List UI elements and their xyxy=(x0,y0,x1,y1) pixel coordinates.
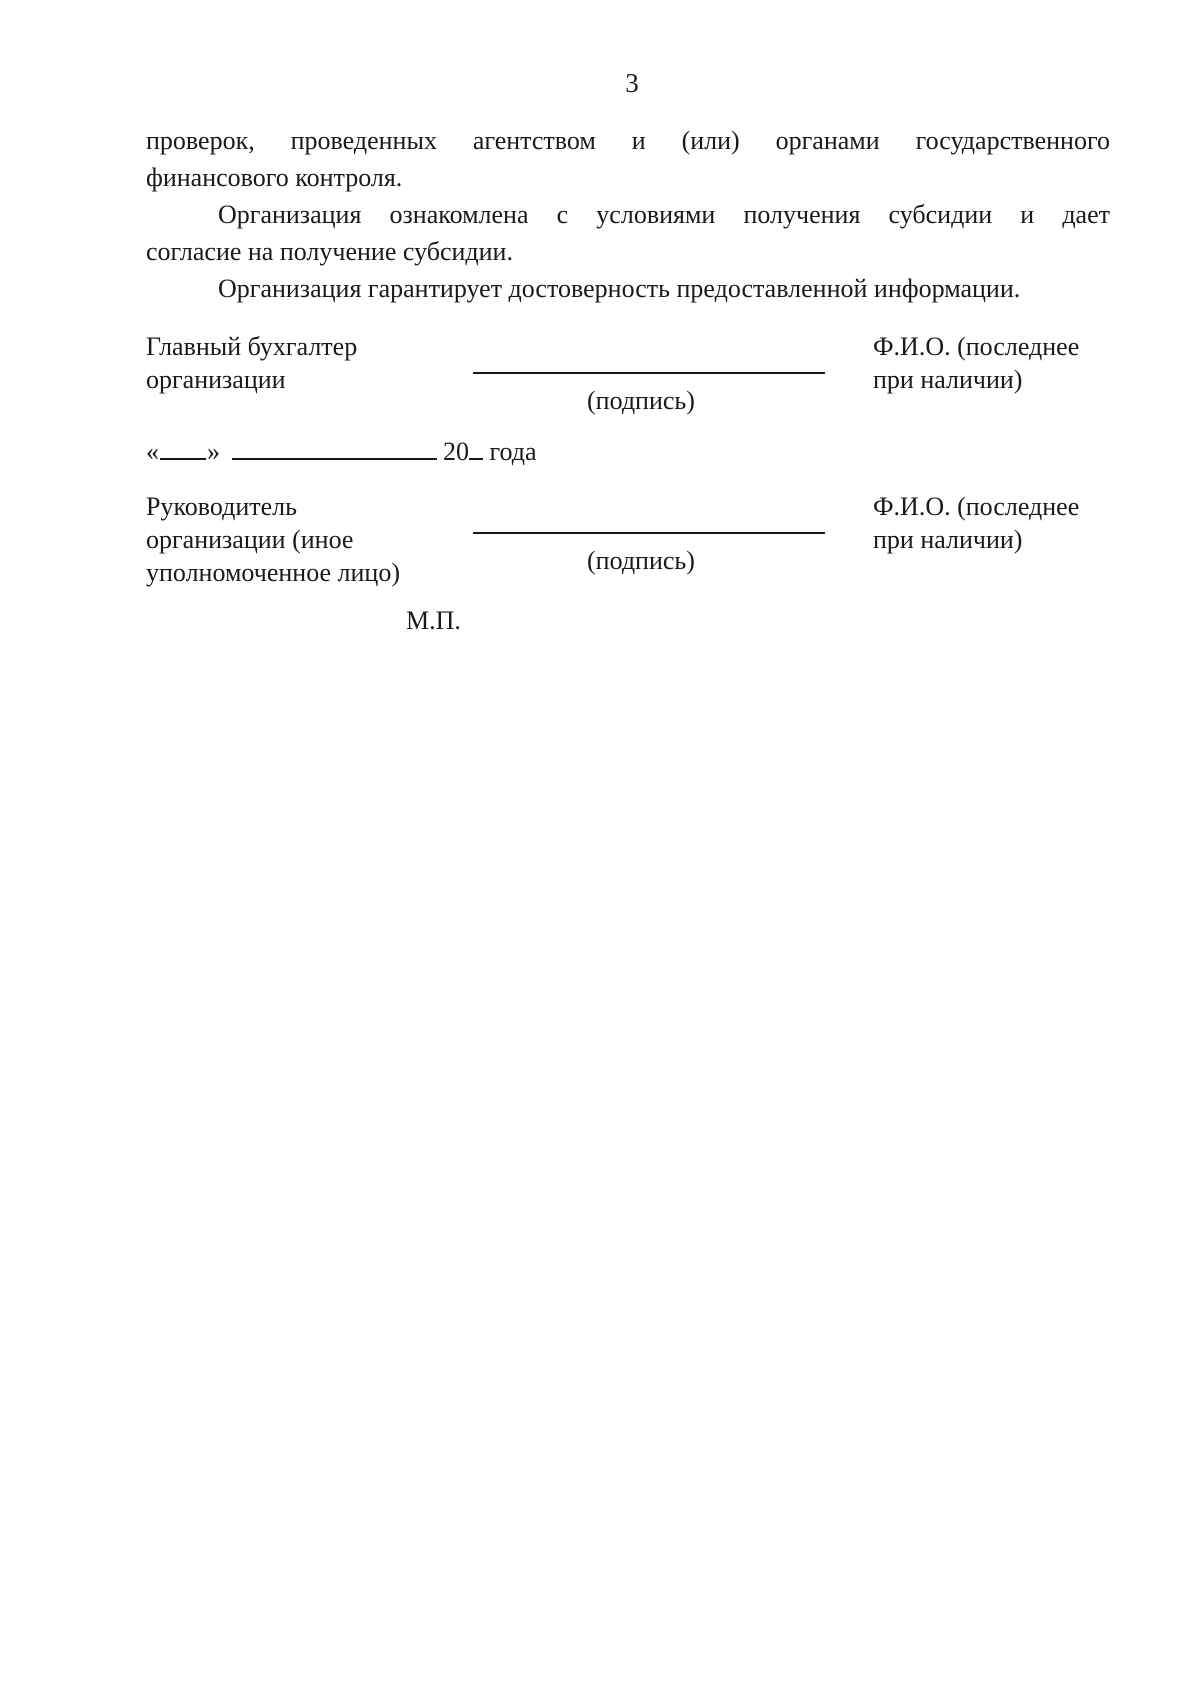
signer-name-line: Ф.И.О. (последнее xyxy=(873,492,1080,521)
signature-caption: (подпись) xyxy=(587,386,695,415)
paragraph-line: согласие на получение субсидии. xyxy=(146,237,513,266)
stamp-placeholder: М.П. xyxy=(406,606,461,635)
date-open-quote: « xyxy=(146,437,159,466)
signer-role-line: уполномоченное лицо) xyxy=(146,558,401,587)
signature-block-accountant xyxy=(146,330,1110,430)
signer-role-line: Руководитель xyxy=(146,492,297,521)
paragraph-audits xyxy=(146,122,1110,196)
paragraph-line: Организация ознакомлена с условиями получения субсидии и дает xyxy=(218,200,1110,229)
paragraph-consent xyxy=(146,196,1110,270)
paragraph-guarantee xyxy=(146,270,1110,307)
signature-line[interactable] xyxy=(473,372,825,374)
signer-name-line: Ф.И.О. (последнее xyxy=(873,332,1080,361)
signer-name-line: при наличии) xyxy=(873,365,1023,394)
date-year-suffix: года xyxy=(489,437,537,466)
signature-caption: (подпись) xyxy=(587,546,695,575)
paragraph-line: Организация гарантирует достоверность предоставленной информации. xyxy=(218,274,1021,303)
date-close-quote: » xyxy=(207,437,220,466)
signer-role xyxy=(146,330,357,396)
date-year-prefix: 20 xyxy=(443,437,469,466)
signer-name-line: при наличии) xyxy=(873,525,1023,554)
page-number: 3 xyxy=(625,68,639,98)
signer-role-line: организации xyxy=(146,365,286,394)
signer-role-line: организации (иное xyxy=(146,525,354,554)
signer-role-line: Главный бухгалтер xyxy=(146,332,358,361)
signer-name-field xyxy=(873,490,1079,556)
date-year-blank[interactable] xyxy=(469,436,483,460)
date-month-blank[interactable] xyxy=(232,436,437,460)
date-row xyxy=(146,436,537,467)
signature-block-head xyxy=(146,490,1110,590)
signer-role xyxy=(146,490,400,589)
signature-line[interactable] xyxy=(473,532,825,534)
paragraph-line: проверок, проведенных агентством и (или) органами государственного xyxy=(146,126,1110,155)
date-day-blank[interactable] xyxy=(160,436,206,460)
paragraph-line: финансового контроля. xyxy=(146,163,403,192)
signer-name-field xyxy=(873,330,1079,396)
